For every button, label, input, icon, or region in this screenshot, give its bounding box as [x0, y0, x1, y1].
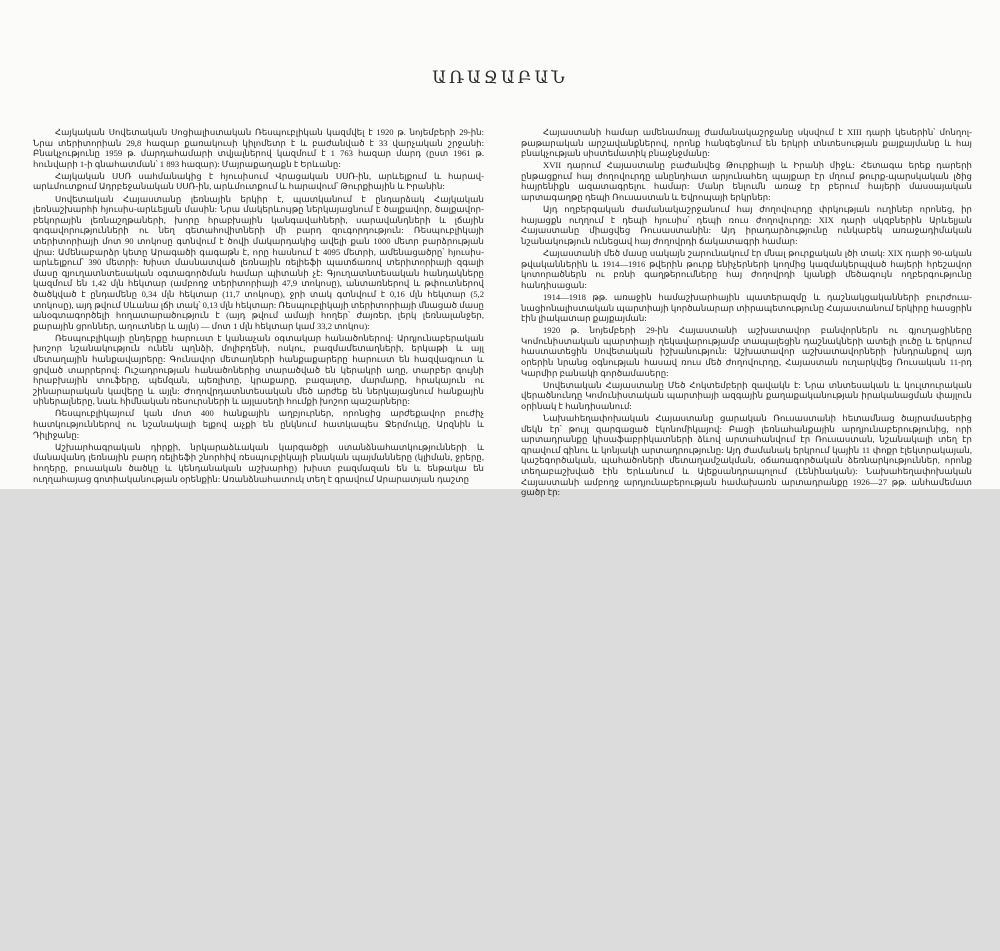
paragraph: 1914—1918 թթ. առաջին համաշխարհային պատերազմը և դաշնակցականների բուրժուա-նացիոնալիստական պարտիայի կործանարար տիրապետությունը Հայաստանում երկիրը հասցրին էին լիակատար քայքայման: [521, 291, 972, 324]
paragraph: Հայաստանի մեծ մասը սակայն շարունակում էր մնալ թուրքական լծի տակ: XIX դարի 90-ական թվականներին և 1914—1916 թվերին թուրք ենիչերների կողմից կազմակերպված հայերի հրեշավոր կոտորածներն ու բռնի գաղթերումները հայ ժողովրդի կյանքի մեծագույն ողբերգությունը հանդիսացան: [521, 248, 972, 290]
paragraph: XVII դարում Հայաստանը բաժանվեց Թուրքիայի և Իրանի միջև: Հետագա երեք դարերի ընթացքում հայ ժողովուրդը անընդհատ արյունահեղ պայքար էր մղում թուրք-պարսկական լծից հայրենիքն ազատագրելու համար: Մանր ենլումն առաջ էր բերում հայերի մասսայական արտագաղթը դեպի Ռուսաստան և Եվրոպայի երկրներ: [521, 160, 972, 203]
paragraph: Այդ ողբերգական ժամանակաշրջանում հայ ժողովուրդը փրկության ուղիներ որոնեց, իր հայացքն ուղղում է դեպի հյուսիս՝ դեպի ռուս ժողովուրդը: XIX դարի սկզբներին Արևելյան Հայաստանը միացվեց Ռուսաստանին: Այդ իրադարձությունը ունկաբեկ առաջադիմական նշանակություն ունեցավ հայ ժողովրդի ճակատագրի համար: [521, 204, 972, 246]
paragraph: Հայկական Սովետական Սոցիալիստական Ռեսպուբլիկան կազմվել է 1920 թ. նոյեմբերի 29-ին: Նրա տերիտորիան 29,8 հազար քառակուսի կիլոմետր է և բաժանված է 33 վարչական շրջանի: Բնակչությունը 1959 թ. մարդահամարի տվյալներով կազմում է 1 763 հազար մարդ (ըստ 1961 թ. հունվարի 1-ի գնահատման՝ 1 893 հազար): Մայրաքաղաքն է Երևանը: [33, 127, 484, 169]
paragraph: 1920 թ. նոյեմբերի 29-ին Հայաստանի աշխատավոր բանվորներն ու գյուղացիները Կոմունիստական պարտիայի ղեկավարությամբ տապալեցին դաշնակների ատելի լուծը և երկրում հաստատեցին Սովետական իշխանություն: Աշխատավոր աշխատավորների խնդրանքով այդ օրերին նրանց օգնության հասավ ռուս մեծ ժողովուրդը, Հայաստան ուղարկվեց Ռուսական 11-րդ Կարմիր բանակի գործամասերը: [521, 325, 972, 378]
right-text-column [521, 127, 972, 498]
paragraph: Հայկական ՍՍՌ սահմանակից է հյուսիսում Վրացական ՍՍՌ-ին, արևելքում և հարավ-արևմուտքում Ադրբեջանական ՍՍՌ-ին, արևմուտքում և հարավում՝ Թուրքիային և Իրանին: [33, 170, 484, 192]
paragraph: Հայաստանի համար ամենամռայլ ժամանակաշրջանը սկսվում է XIII դարի կեսերին՝ մոնղոլ-թաթարական արշավանքներով, որոնք հանգեցնում են երկրի տնտեսության քայքայմանը և հայ բնակչության սիստեմատիկ բնաջնջմանը: [521, 127, 972, 159]
paragraph: Նախահեղափոխական Հայաստանը ցարական Ռուսաստանի հետամնաց ծայրամասերից մեկն էր՝ թույլ զարգացած էկոնոմիկայով: Բացի լեռնահանքային արդյունաբերությունից, որի արտադրանքը կիսաֆաբրիկատների ձևով արտահանվում էր Ռուսաստան, նշանակալի տեղ էր գրավում գինու և կոնյակի արտադրությունը: Այդ ժամանակ երկրում կային 11 փոքր էլեկտրակայան, կաշեգործական, պահածոների մետաղամշակման, օճառագործական ձեռնարկություններ, որոնք տեղաբաշխված էին Երևանում և Ալեքսանդրապոլում (Լենինական): Նախահեղափոխական Հայաստանի ամբողջ արդյունաբերության համախառն արտադրանքը 1926—27 թթ. անհամեմատ ցածր էր: [521, 412, 972, 498]
paragraph: Ռեսպուբլիկայի ընդերքը հարուստ է կանաչան օգտակար հանածոներով: Արդյունաբերական խոշոր նշանակություն ունեն պղնձի, մոլիբդենի, ոսկու, բազմամետաղների, երկաթի և այլ մետաղային հանքավայրերը: Գունավոր մետաղների հանքաքարերը հարուստ են հազվագյուտ և ցրված տարրերով: Ուշադրության հանածոներից տարածված են կերակրի աղը, տարբեր գույնի հրաբխային տուֆերը, պեմզան, պեռլիտը, կրաքարը, բազալտը, մարմարը, հրակայուն ու շինարարական կավերը և այլն: Ժողովրդատնտեսական մեծ արժեք են ներկայացնում հանքային սիներալները, նաև հիմնական ռեսուրսների և այլասեղի հումքի խոշոր պաշարները: [33, 332, 484, 407]
paragraph: Սովետական Հայաստանը Մեծ Հոկտեմբերի զավակն է: Նրա տնտեսական և կուլտուրական վերածնունդը Կոմունիստական պարտիայի ազգային քաղաքականության իրականացման փայլուն օրինակ է հանդիսանում: [521, 379, 972, 411]
paragraph: Աշխարհագրական դիրքի, նրկարաձևական կարգածքի ստանձնահատկությունների և մանավանդ լեռնային բարդ ռելիեֆի շնորհիվ ռեսպուբլիկայի բնական պայմանները (կլիման, ջրերը, հողերը, բուսական ծածկը և կենդանական աշխարհը) խիստ բազմազան են և ենթակա են ուղղահայաց գոտիականության օրենքին: Առանձնահատուկ տեղ է գրավում Արարատյան դաշտը [33, 441, 484, 484]
paragraph: Ռեսպուբլիկայում կան մոտ 400 հանքային աղբյուրներ, որոնցից արժեքավոր բուժիչ հատկություններով ու նշանակալի ելքով աչքի են ընկնում հատկապես Ջերմուկը, Արզնին և Դիլիջանը: [33, 408, 484, 440]
paragraph: Սովետական Հայաստանը լեռնային երկիր է, պատկանում է ընդարձակ Հայկական լեռնաշխարհի հյուսիս-արևելյան մասին: Նրա մակերևույթը ներկայացնում է ծալքավոր, ծալքավոր-բեկորային լեռնաշղթաների, խորը հրաբխային կանգավահների, սարավանդների և լճային գոգավորությունների ու նեղ գետահովիտների մի բարդ զուգորդություն: Ռեսպուբլիկայի տերիտորիայի մոտ 90 տոկոսը գտնվում է ծովի մակարդակից ավելի քան 1000 մետր բարձրության վրա: Ամենաբարձր կետը Արագածի գագաթն է, որը հասնում է 4095 մետրի, ամենացածրը՝ հյուսիս-արևելքում՝ 390 մետրի: Խիստ մասնատված լեռնային ռելիեֆի պատճառով տերիտորիայի զգալի մասը գյուղատնտեսական օգտագործման համար պիտանի չէ: Գյուղատնտեսական հանդակները կազմում են 1,42 մլն հեկտար (ամբողջ տերիտորիայի 47,9 տոկոսը), անտառներով և թփուտներով ծածկված է ընդամենը 0,34 մլն հեկտար (11,7 տոկոսը), ջրի տակ գտնվում է 0,16 մլն հեկտար (5,2 տոկոսը), այդ թվում Սևանա լճի տակ՝ 0,13 մլն հեկտար: Ռեսպուբլիկայի տերիտորիայի մնացած մասը անօգտագործելի հողատարածություն է (այդ թվում ամայի հողեր՝ ժայռեր, լերկ լեռնալանջեր, քարային ցրոններ, աղուտներ և այլն) — մոտ 1 մլն հեկտար կամ 33,2 տոկոս): [33, 193, 484, 331]
page-title: ԱՌԱՋԱԲԱՆ [432, 68, 568, 88]
left-text-column [33, 127, 484, 489]
